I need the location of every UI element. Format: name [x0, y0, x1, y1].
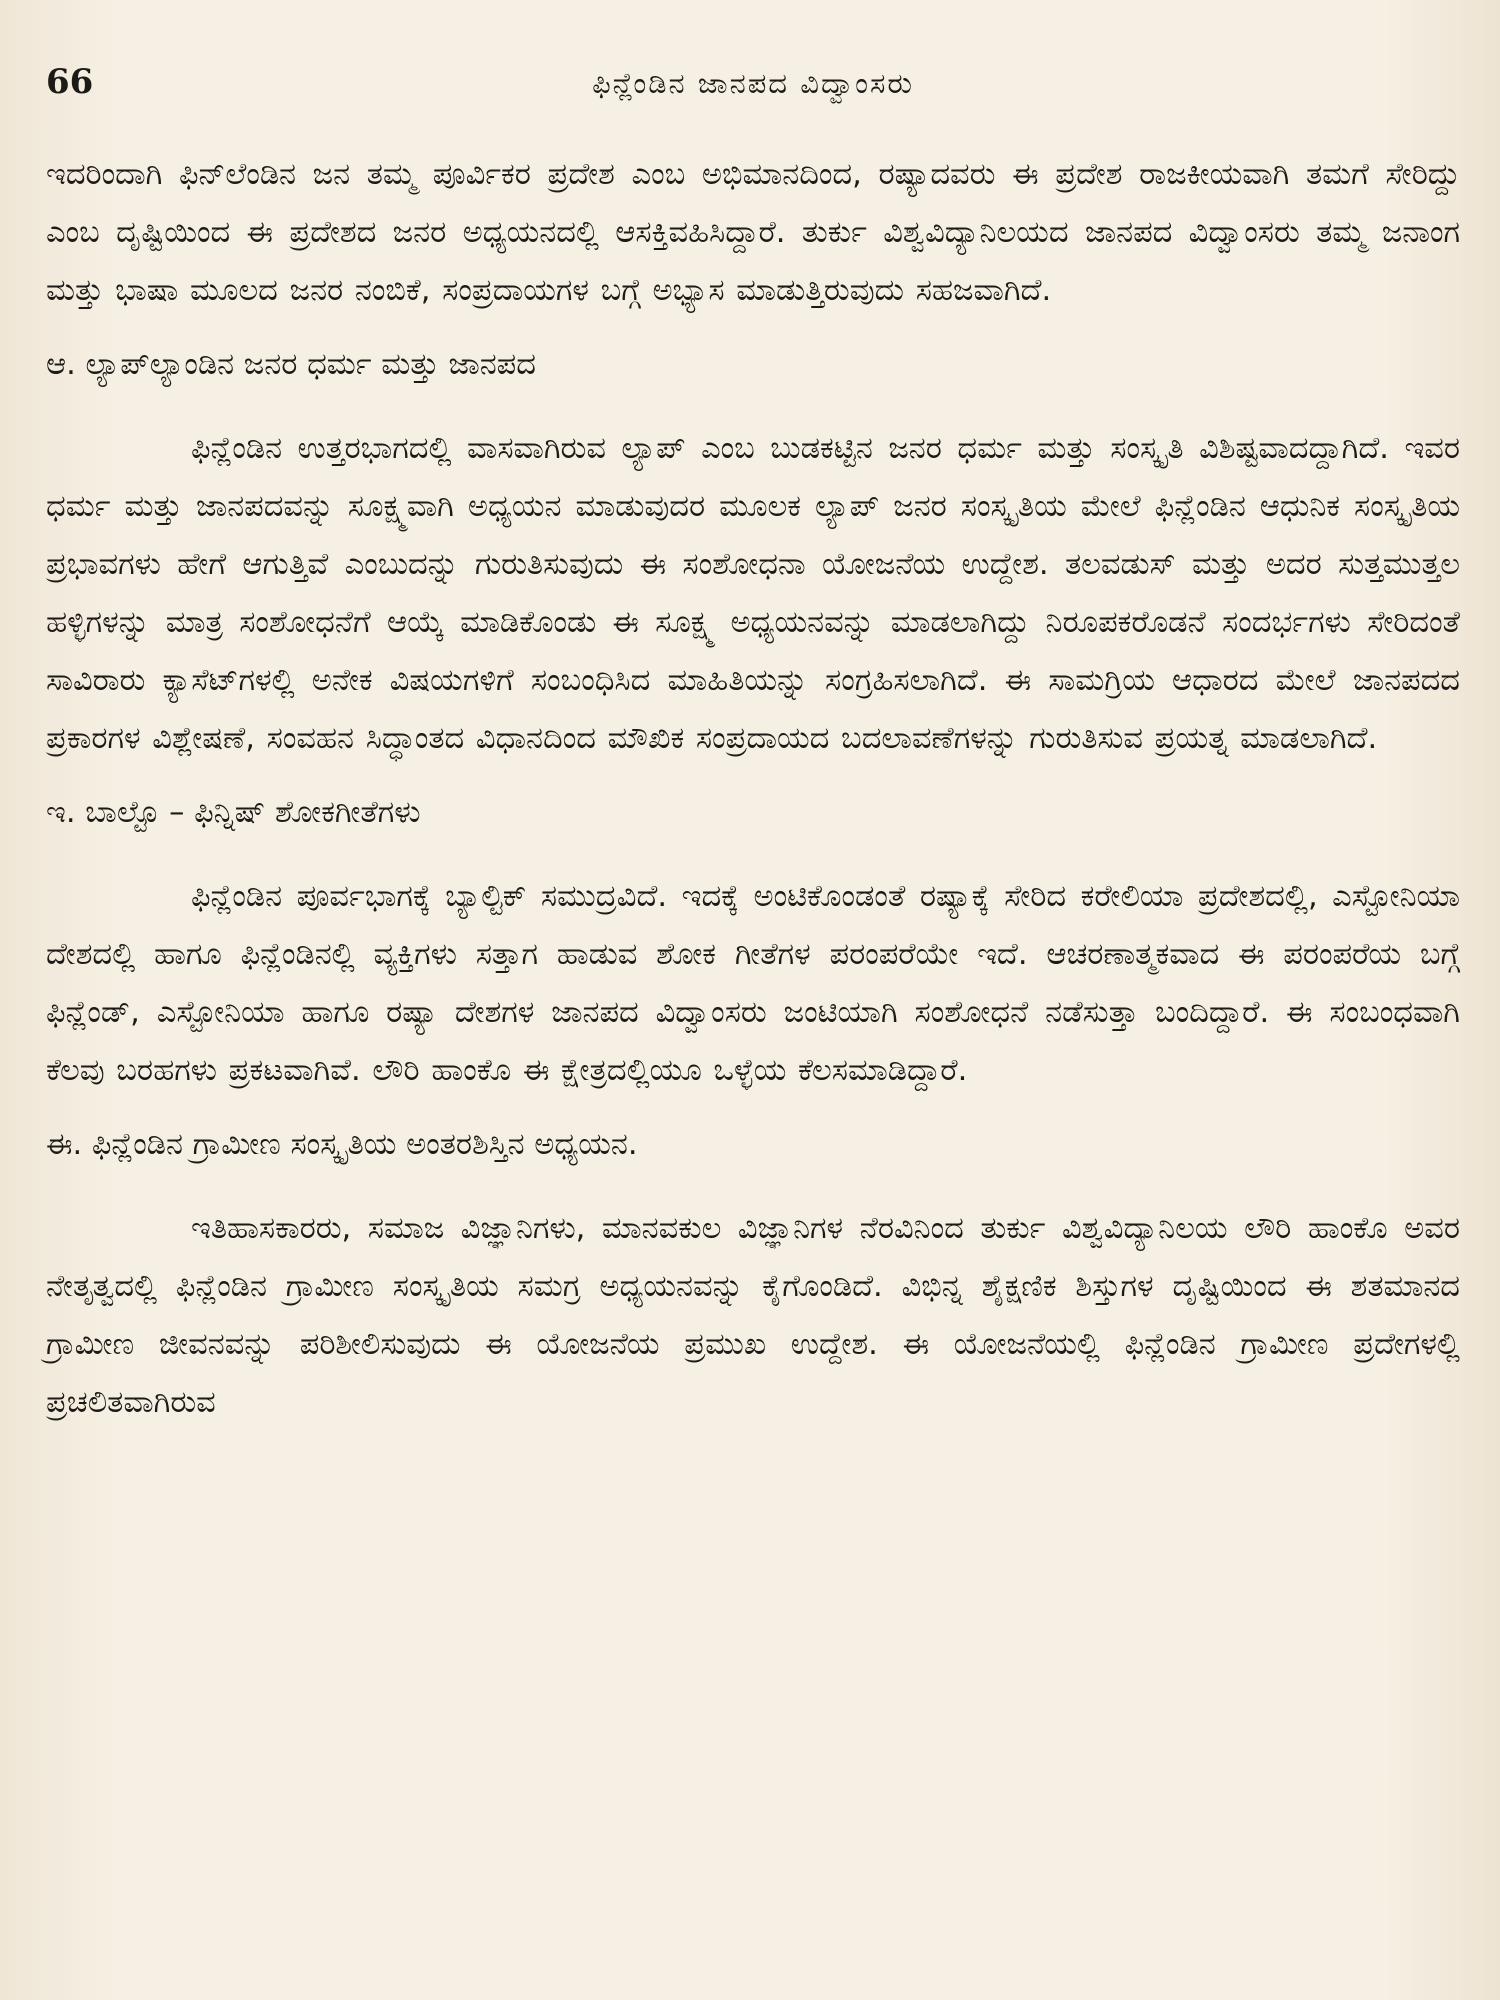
- running-header: [46, 62, 1460, 116]
- paragraph: ಫಿನ್ಲೆಂಡಿನ ಉತ್ತರಭಾಗದಲ್ಲಿ ವಾಸವಾಗಿರುವ ಲ್ಯಾಪ್ ಎಂಬ ಬುಡಕಟ್ಟಿನ ಜನರ ಧರ್ಮ ಮತ್ತು ಸಂಸ್ಕೃತಿ ವಿಶಿಷ್ಟವಾದದ್ದಾಗಿದೆ. ಇವರ ಧರ್ಮ ಮತ್ತು ಜಾನಪದವನ್ನು ಸೂಕ್ಷ್ಮವಾಗಿ ಅಧ್ಯಯನ ಮಾಡುವುದರ ಮೂಲಕ ಲ್ಯಾಪ್ ಜನರ ಸಂಸ್ಕೃತಿಯ ಮೇಲೆ ಫಿನ್ಲೆಂಡಿನ ಆಧುನಿಕ ಸಂಸ್ಕೃತಿಯ ಪ್ರಭಾವಗಳು ಹೇಗೆ ಆಗುತ್ತಿವೆ ಎಂಬುದನ್ನು ಗುರುತಿಸುವುದು ಈ ಸಂಶೋಧನಾ ಯೋಜನೆಯ ಉದ್ದೇಶ. ತಲವಡುಸ್ ಮತ್ತು ಅದರ ಸುತ್ತಮುತ್ತಲ ಹಳ್ಳಿಗಳನ್ನು ಮಾತ್ರ ಸಂಶೋಧನೆಗೆ ಆಯ್ಕೆ ಮಾಡಿಕೊಂಡು ಈ ಸೂಕ್ಷ್ಮ ಅಧ್ಯಯನವನ್ನು ಮಾಡಲಾಗಿದ್ದು ನಿರೂಪಕರೊಡನೆ ಸಂದರ್ಭಗಳು ಸೇರಿದಂತೆ ಸಾವಿರಾರು ಕ್ಯಾಸೆಟ್‌ಗಳಲ್ಲಿ ಅನೇಕ ವಿಷಯಗಳಿಗೆ ಸಂಬಂಧಿಸಿದ ಮಾಹಿತಿಯನ್ನು ಸಂಗ್ರಹಿಸಲಾಗಿದೆ. ಈ ಸಾಮಗ್ರಿಯ ಆಧಾರದ ಮೇಲೆ ಜಾನಪದದ ಪ್ರಕಾರಗಳ ವಿಶ್ಲೇಷಣೆ, ಸಂವಹನ ಸಿದ್ಧಾಂತದ ವಿಧಾನದಿಂದ ಮೌಖಿಕ ಸಂಪ್ರದಾಯದ ಬದಲಾವಣೆಗಳನ್ನು ಗುರುತಿಸುವ ಪ್ರಯತ್ನ ಮಾಡಲಾಗಿದೆ.: [46, 431, 1460, 756]
- section-heading: ಇ. ಬಾಲ್ಟೊ – ಫಿನ್ನಿಷ್ ಶೋಕಗೀತೆಗಳು: [46, 795, 421, 830]
- paragraph: ಫಿನ್ಲೆಂಡಿನ ಪೂರ್ವಭಾಗಕ್ಕೆ ಬ್ಯಾಲ್ಟಿಕ್ ಸಮುದ್ರವಿದೆ. ಇದಕ್ಕೆ ಅಂಟಿಕೊಂಡಂತೆ ರಷ್ಯಾಕ್ಕೆ ಸೇರಿದ ಕರೇಲಿಯಾ ಪ್ರದೇಶದಲ್ಲಿ, ಎಸ್ಟೋನಿಯಾ ದೇಶದಲ್ಲಿ ಹಾಗೂ ಫಿನ್ಲೆಂಡಿನಲ್ಲಿ ವ್ಯಕ್ತಿಗಳು ಸತ್ತಾಗ ಹಾಡುವ ಶೋಕ ಗೀತೆಗಳ ಪರಂಪರೆಯೇ ಇದೆ. ಆಚರಣಾತ್ಮಕವಾದ ಈ ಪರಂಪರೆಯ ಬಗ್ಗೆ ಫಿನ್ಲೆಂಡ್, ಎಸ್ಟೋನಿಯಾ ಹಾಗೂ ರಷ್ಯಾ ದೇಶಗಳ ಜಾನಪದ ವಿದ್ವಾಂಸರು ಜಂಟಿಯಾಗಿ ಸಂಶೋಧನೆ ನಡೆಸುತ್ತಾ ಬಂದಿದ್ದಾರೆ. ಈ ಸಂಬಂಧವಾಗಿ ಕೆಲವು ಬರಹಗಳು ಪ್ರಕಟವಾಗಿವೆ. ಲೌರಿ ಹಾಂಕೊ ಈ ಕ್ಷೇತ್ರದಲ್ಲಿಯೂ ಒಳ್ಳೆಯ ಕೆಲಸಮಾಡಿದ್ದಾರೆ.: [46, 879, 1461, 1088]
- paragraph: ಇತಿಹಾಸಕಾರರು, ಸಮಾಜ ವಿಜ್ಞಾನಿಗಳು, ಮಾನವಕುಲ ವಿಜ್ಞಾನಿಗಳ ನೆರವಿನಿಂದ ತುರ್ಕು ವಿಶ್ವವಿದ್ಯಾನಿಲಯ ಲೌರಿ ಹಾಂಕೊ ಅವರ ನೇತೃತ್ವದಲ್ಲಿ ಫಿನ್ಲೆಂಡಿನ ಗ್ರಾಮೀಣ ಸಂಸ್ಕೃತಿಯ ಸಮಗ್ರ ಅಧ್ಯಯನವನ್ನು ಕೈಗೊಂಡಿದೆ. ವಿಭಿನ್ನ ಶೈಕ್ಷಣಿಕ ಶಿಸ್ತುಗಳ ದೃಷ್ಟಿಯಿಂದ ಈ ಶತಮಾನದ ಗ್ರಾಮೀಣ ಜೀವನವನ್ನು ಪರಿಶೀಲಿಸುವುದು ಈ ಯೋಜನೆಯ ಪ್ರಮುಖ ಉದ್ದೇಶ. ಈ ಯೋಜನೆಯಲ್ಲಿ ಫಿನ್ಲೆಂಡಿನ ಗ್ರಾಮೀಣ ಪ್ರದೇಗಳಲ್ಲಿ ಪ್ರಚಲಿತವಾಗಿರುವ: [46, 1211, 1460, 1420]
- section-heading: ಆ. ಲ್ಯಾಪ್‌ಲ್ಯಾಂಡಿನ ಜನರ ಧರ್ಮ ಮತ್ತು ಜಾನಪದ: [46, 347, 536, 382]
- page-number: 66: [46, 62, 94, 102]
- header-title: ಫಿನ್ಲೆಂಡಿನ ಜಾನಪದ ವಿದ್ವಾಂಸರು: [592, 66, 914, 100]
- section-heading: ಈ. ಫಿನ್ಲೆಂಡಿನ ಗ್ರಾಮೀಣ ಸಂಸ್ಕೃತಿಯ ಅಂತರಶಿಸ್ತಿನ ಅಧ್ಯಯನ.: [46, 1127, 638, 1162]
- paragraph: ಇದರಿಂದಾಗಿ ಫಿನ್‌ಲೆಂಡಿನ ಜನ ತಮ್ಮ ಪೂರ್ವಿಕರ ಪ್ರದೇಶ ಎಂಬ ಅಭಿಮಾನದಿಂದ, ರಷ್ಯಾದವರು ಈ ಪ್ರದೇಶ ರಾಜಕೀಯವಾಗಿ ತಮಗೆ ಸೇರಿದ್ದು ಎಂಬ ದೃಷ್ಟಿಯಿಂದ ಈ ಪ್ರದೇಶದ ಜನರ ಅಧ್ಯಯನದಲ್ಲಿ ಆಸಕ್ತಿವಹಿಸಿದ್ದಾರೆ. ತುರ್ಕು ವಿಶ್ವವಿದ್ಯಾನಿಲಯದ ಜಾನಪದ ವಿದ್ವಾಂಸರು ತಮ್ಮ ಜನಾಂಗ ಮತ್ತು ಭಾಷಾ ಮೂಲದ ಜನರ ನಂಬಿಕೆ, ಸಂಪ್ರದಾಯಗಳ ಬಗ್ಗೆ ಅಭ್ಯಾಸ ಮಾಡುತ್ತಿರುವುದು ಸಹಜವಾಗಿದೆ.: [46, 157, 1460, 308]
